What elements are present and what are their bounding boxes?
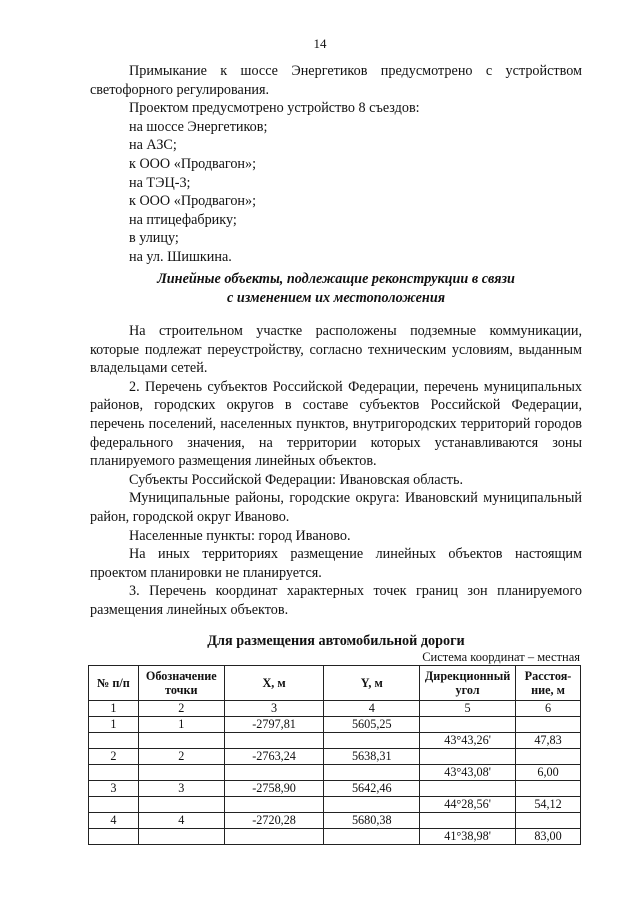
section-paragraph: Муниципальные районы, городские округа: Ивановский муниципальный район, городской округ Иваново. — [90, 490, 582, 525]
table-cell: -2720,28 — [224, 813, 324, 829]
exit-item: на ул. Шишкина. — [129, 248, 232, 265]
header-cell: Обозначение точки — [138, 666, 224, 701]
table-title: Для размещения автомобильной дороги — [207, 633, 465, 649]
table-cell — [89, 733, 139, 749]
table-cell — [516, 781, 581, 797]
table-cell — [324, 829, 420, 845]
table-cell — [224, 765, 324, 781]
table-cell — [89, 829, 139, 845]
table-cell: 44°28,56' — [420, 797, 516, 813]
table-cell: 4 — [324, 701, 420, 717]
table-row — [89, 717, 581, 733]
table-cell: 54,12 — [516, 797, 581, 813]
table-cell: 5642,46 — [324, 781, 420, 797]
table-row — [89, 797, 581, 813]
table-cell: 4 — [89, 813, 139, 829]
table-header-row — [89, 666, 581, 701]
table-cell — [420, 749, 516, 765]
table-cell — [420, 813, 516, 829]
header-cell: Расстоя-ние, м — [516, 666, 581, 701]
table-cell — [516, 717, 581, 733]
table-cell: -2763,24 — [224, 749, 324, 765]
table-cell — [138, 733, 224, 749]
table-cell — [138, 829, 224, 845]
table-row — [89, 781, 581, 797]
intro-paragraph-2: Проектом предусмотрено устройство 8 съездов: — [129, 100, 420, 117]
table-cell — [516, 813, 581, 829]
table-row — [89, 749, 581, 765]
exit-item: на птицефабрику; — [129, 211, 237, 228]
exit-item: на ТЭЦ-3; — [129, 174, 191, 191]
page-number: 14 — [313, 36, 327, 51]
table-cell — [324, 765, 420, 781]
section-paragraph: Населенные пункты: город Иваново. — [129, 527, 351, 544]
table-cell: 83,00 — [516, 829, 581, 845]
section-paragraph: 2. Перечень субъектов Российской Федерации, перечень муниципальных районов, городских округов в составе субъектов Российской Федерации, перечень поселений, населенных пунктов, внутригородских территорий городов федерального значения, на территории которых устанавливаются зоны планируемого размещения линейных объектов. — [90, 378, 582, 470]
table-cell — [420, 781, 516, 797]
table-cell: 3 — [89, 781, 139, 797]
table-row — [89, 829, 581, 845]
header-cell: № п/п — [89, 666, 139, 701]
section-heading-line-1: Линейные объекты, подлежащие реконструкции в связи — [157, 271, 515, 287]
table-cell — [516, 749, 581, 765]
table-index-row — [89, 701, 581, 717]
section-heading-line-2: с изменением их местоположения — [226, 290, 446, 306]
table-row — [89, 733, 581, 749]
table-cell — [89, 765, 139, 781]
table-cell: 5 — [420, 701, 516, 717]
table-row — [89, 813, 581, 829]
table-cell: 5638,31 — [324, 749, 420, 765]
header-cell: X, м — [224, 666, 324, 701]
table-cell: 2 — [138, 749, 224, 765]
table-cell: -2758,90 — [224, 781, 324, 797]
exit-item: в улицу; — [129, 230, 179, 247]
coordinates-table — [88, 665, 581, 845]
intro-paragraph-1: Примыкание к шоссе Энергетиков предусмотрено с устройством светофорного регулирования. — [90, 63, 582, 98]
exit-item: к ООО «Продвагон»; — [129, 193, 257, 210]
table-cell: -2797,81 — [224, 717, 324, 733]
table-cell — [138, 797, 224, 813]
section-heading — [90, 270, 582, 308]
exit-item: к ООО «Продвагон»; — [129, 155, 257, 172]
table-cell — [89, 797, 139, 813]
header-cell: Дирекционный угол — [420, 666, 516, 701]
table-cell: 4 — [138, 813, 224, 829]
section-paragraph: На строительном участке расположены подземные коммуникации, которые подлежат переустройству, согласно техническим условиям, выданным владельцами сетей. — [90, 323, 582, 377]
table-cell: 3 — [224, 701, 324, 717]
section-paragraph: 3. Перечень координат характерных точек границ зон планируемого размещения линейных объектов. — [90, 583, 582, 618]
table-cell — [324, 797, 420, 813]
table-cell — [138, 765, 224, 781]
table-cell: 6 — [516, 701, 581, 717]
table-cell: 43°43,08' — [420, 765, 516, 781]
table-cell: 2 — [89, 749, 139, 765]
table-cell: 5680,38 — [324, 813, 420, 829]
table-row — [89, 765, 581, 781]
table-cell — [224, 797, 324, 813]
table-cell: 6,00 — [516, 765, 581, 781]
exit-item: на шоссе Энергетиков; — [129, 118, 268, 135]
exits-list — [90, 118, 582, 267]
table-cell: 1 — [89, 701, 139, 717]
table-cell — [420, 717, 516, 733]
table-cell: 41°38,98' — [420, 829, 516, 845]
table-cell: 2 — [138, 701, 224, 717]
table-cell: 5605,25 — [324, 717, 420, 733]
section-paragraph: На иных территориях размещение линейных объектов настоящим проектом планировки не планируется. — [90, 546, 582, 581]
table-cell — [324, 733, 420, 749]
table-cell — [224, 829, 324, 845]
section-body — [90, 322, 582, 620]
exit-item: на АЗС; — [129, 137, 177, 154]
coordinate-system-note: Система координат – местная — [422, 650, 580, 664]
table-cell: 1 — [138, 717, 224, 733]
header-cell: Y, м — [324, 666, 420, 701]
table-cell: 3 — [138, 781, 224, 797]
table-cell — [224, 733, 324, 749]
table-cell: 43°43,26' — [420, 733, 516, 749]
table-cell: 47,83 — [516, 733, 581, 749]
intro-block — [90, 62, 582, 267]
section-paragraph: Субъекты Российской Федерации: Ивановская область. — [129, 471, 464, 488]
table-cell: 1 — [89, 717, 139, 733]
